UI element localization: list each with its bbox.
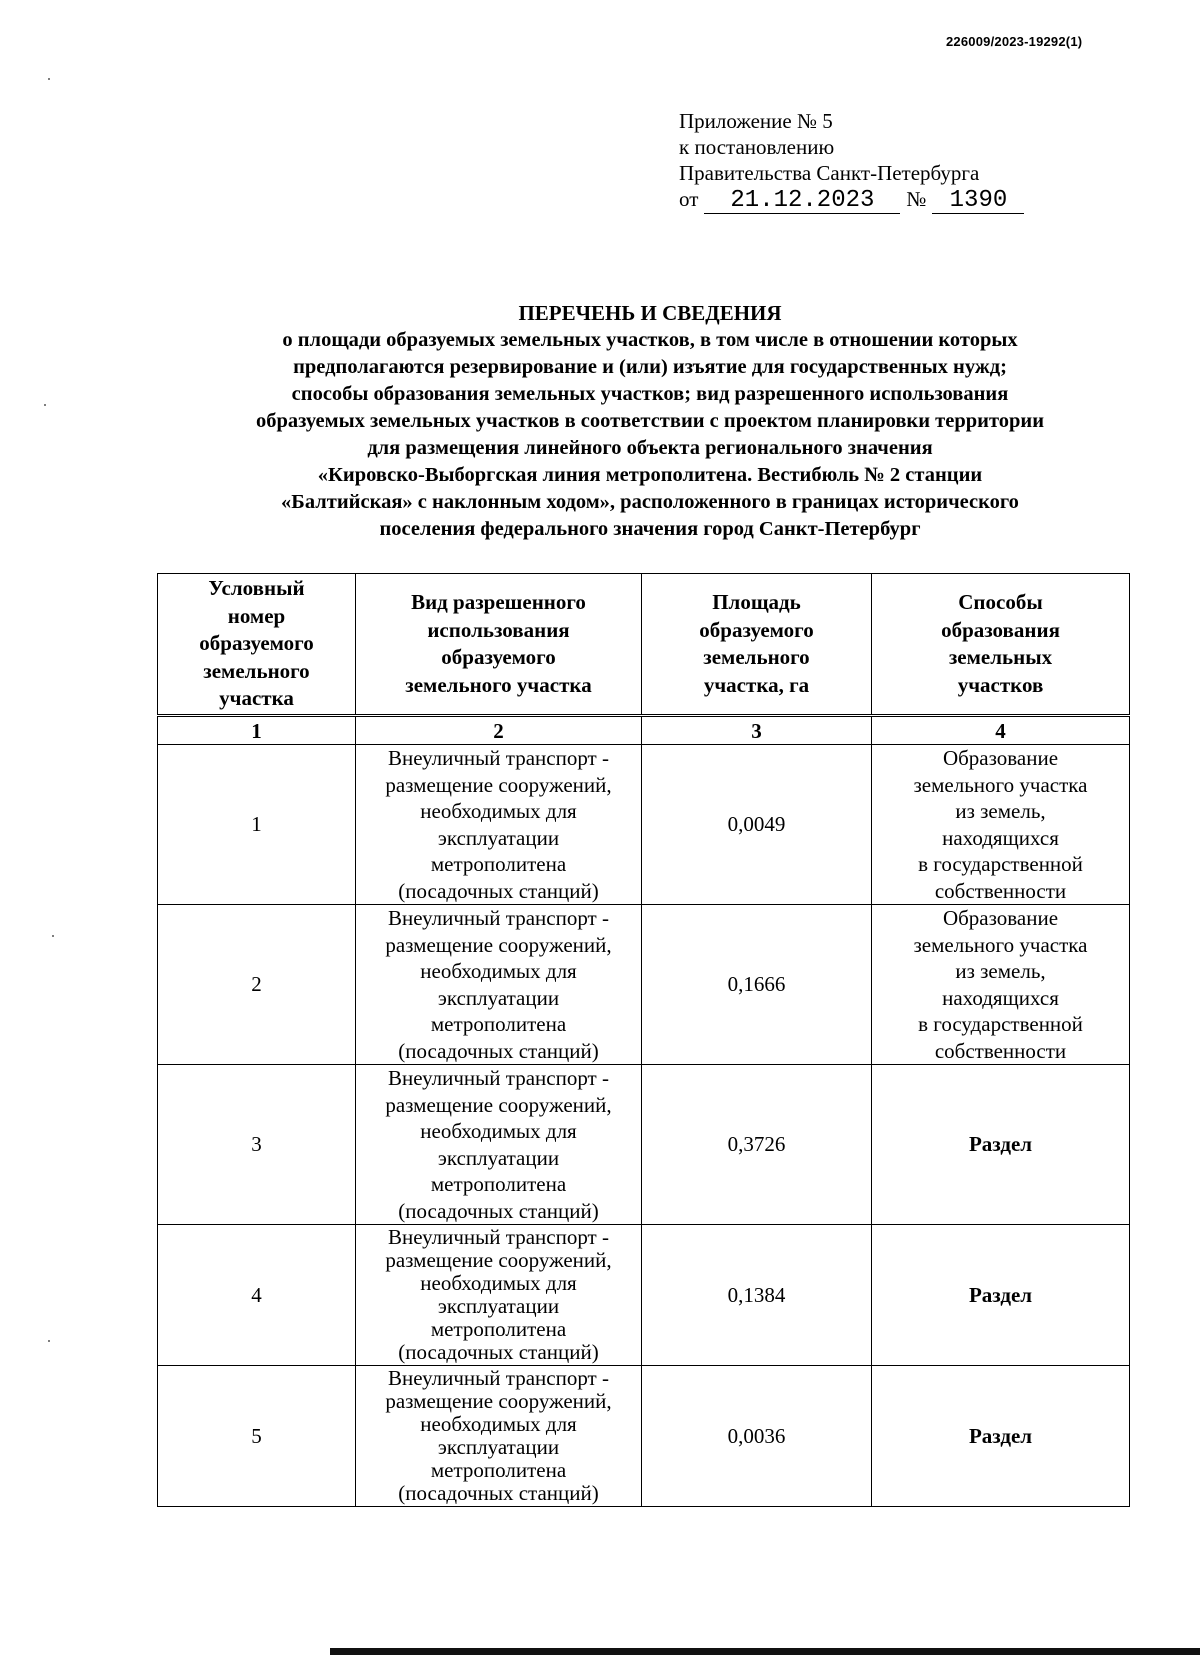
plot-area: 0,1666 — [642, 905, 872, 1065]
scan-edge-bar — [330, 1648, 1200, 1655]
plot-area: 0,1384 — [642, 1225, 872, 1366]
scan-speck — [48, 1340, 50, 1342]
plot-area: 0,3726 — [642, 1065, 872, 1225]
permitted-use: Внеуличный транспорт - размещение сооружений, необходимых для эксплуатации метрополитена (посадочных станций) — [356, 745, 642, 905]
permitted-use: Внеуличный транспорт - размещение сооружений, необходимых для эксплуатации метрополитена (посадочных станций) — [356, 905, 642, 1065]
heading-line: «Балтийская» с наклонным ходом», расположенного в границах исторического — [281, 491, 1019, 513]
decree-date: 21.12.2023 — [704, 189, 900, 214]
column-number: 4 — [872, 716, 1130, 745]
header-permitted-use: Вид разрешенного использования образуемого земельного участка — [356, 574, 642, 716]
decree-number: 1390 — [932, 189, 1024, 214]
appendix-date-line — [679, 186, 1024, 214]
scan-speck — [52, 935, 54, 937]
header-area: Площадь образуемого земельного участка, га — [642, 574, 872, 716]
heading-line: образуемых земельных участков в соответствии с проектом планировки территории — [255, 410, 1045, 432]
plot-area: 0,0049 — [642, 745, 872, 905]
permitted-use: Внеуличный транспорт - размещение сооружений, необходимых для эксплуатации метрополитена (посадочных станций) — [356, 1225, 642, 1366]
plot-number: 3 — [158, 1065, 356, 1225]
formation-method: Раздел — [872, 1225, 1130, 1366]
heading-line: для размещения линейного объекта регионального значения — [367, 437, 933, 459]
appendix-title: Приложение № 5 — [679, 109, 833, 133]
column-number: 3 — [642, 716, 872, 745]
header-formation-method: Способы образования земельных участков — [872, 574, 1130, 716]
document-registration-number: 226009/2023-19292(1) — [946, 34, 1083, 49]
column-number: 1 — [158, 716, 356, 745]
formation-method: Образование земельного участка из земель, находящихся в государственной собственности — [872, 905, 1130, 1065]
table-row — [158, 1366, 1130, 1507]
scan-speck — [44, 404, 46, 406]
plot-number: 1 — [158, 745, 356, 905]
column-number: 2 — [356, 716, 642, 745]
heading-line: предполагаются резервирование и (или) изъятие для государственных нужд; — [293, 356, 1007, 378]
permitted-use: Внеуличный транспорт - размещение сооружений, необходимых для эксплуатации метрополитена (посадочных станций) — [356, 1366, 642, 1507]
table-row — [158, 1065, 1130, 1225]
header-plot-number: Условный номер образуемого земельного участка — [158, 574, 356, 716]
date-label: от — [679, 187, 699, 211]
plot-number: 4 — [158, 1225, 356, 1366]
heading-line: способы образования земельных участков; вид разрешенного использования — [291, 383, 1009, 405]
document-heading — [150, 300, 1150, 543]
heading-line: «Кировско-Выборгская линия метрополитена. Вестибюль № 2 станции — [317, 464, 983, 486]
table-row — [158, 745, 1130, 905]
column-numbers-row — [158, 716, 1130, 745]
appendix-authority: Правительства Санкт-Петербурга — [679, 161, 980, 185]
number-label: № — [906, 187, 927, 211]
plot-number: 2 — [158, 905, 356, 1065]
appendix-reference: к постановлению — [679, 135, 835, 159]
land-plots-table — [157, 573, 1130, 1507]
formation-method: Раздел — [872, 1366, 1130, 1507]
scan-speck — [48, 78, 50, 80]
plot-area: 0,0036 — [642, 1366, 872, 1507]
plot-number: 5 — [158, 1366, 356, 1507]
heading-title: ПЕРЕЧЕНЬ И СВЕДЕНИЯ — [518, 301, 782, 325]
table-row — [158, 905, 1130, 1065]
formation-method: Раздел — [872, 1065, 1130, 1225]
appendix-block — [679, 108, 1024, 214]
permitted-use: Внеуличный транспорт - размещение сооружений, необходимых для эксплуатации метрополитена (посадочных станций) — [356, 1065, 642, 1225]
heading-line: поселения федерального значения город Санкт-Петербург — [379, 518, 921, 540]
table-row — [158, 1225, 1130, 1366]
formation-method: Образование земельного участка из земель, находящихся в государственной собственности — [872, 745, 1130, 905]
heading-line: о площади образуемых земельных участков, в том числе в отношении которых — [282, 329, 1018, 351]
table-header-row — [158, 574, 1130, 716]
